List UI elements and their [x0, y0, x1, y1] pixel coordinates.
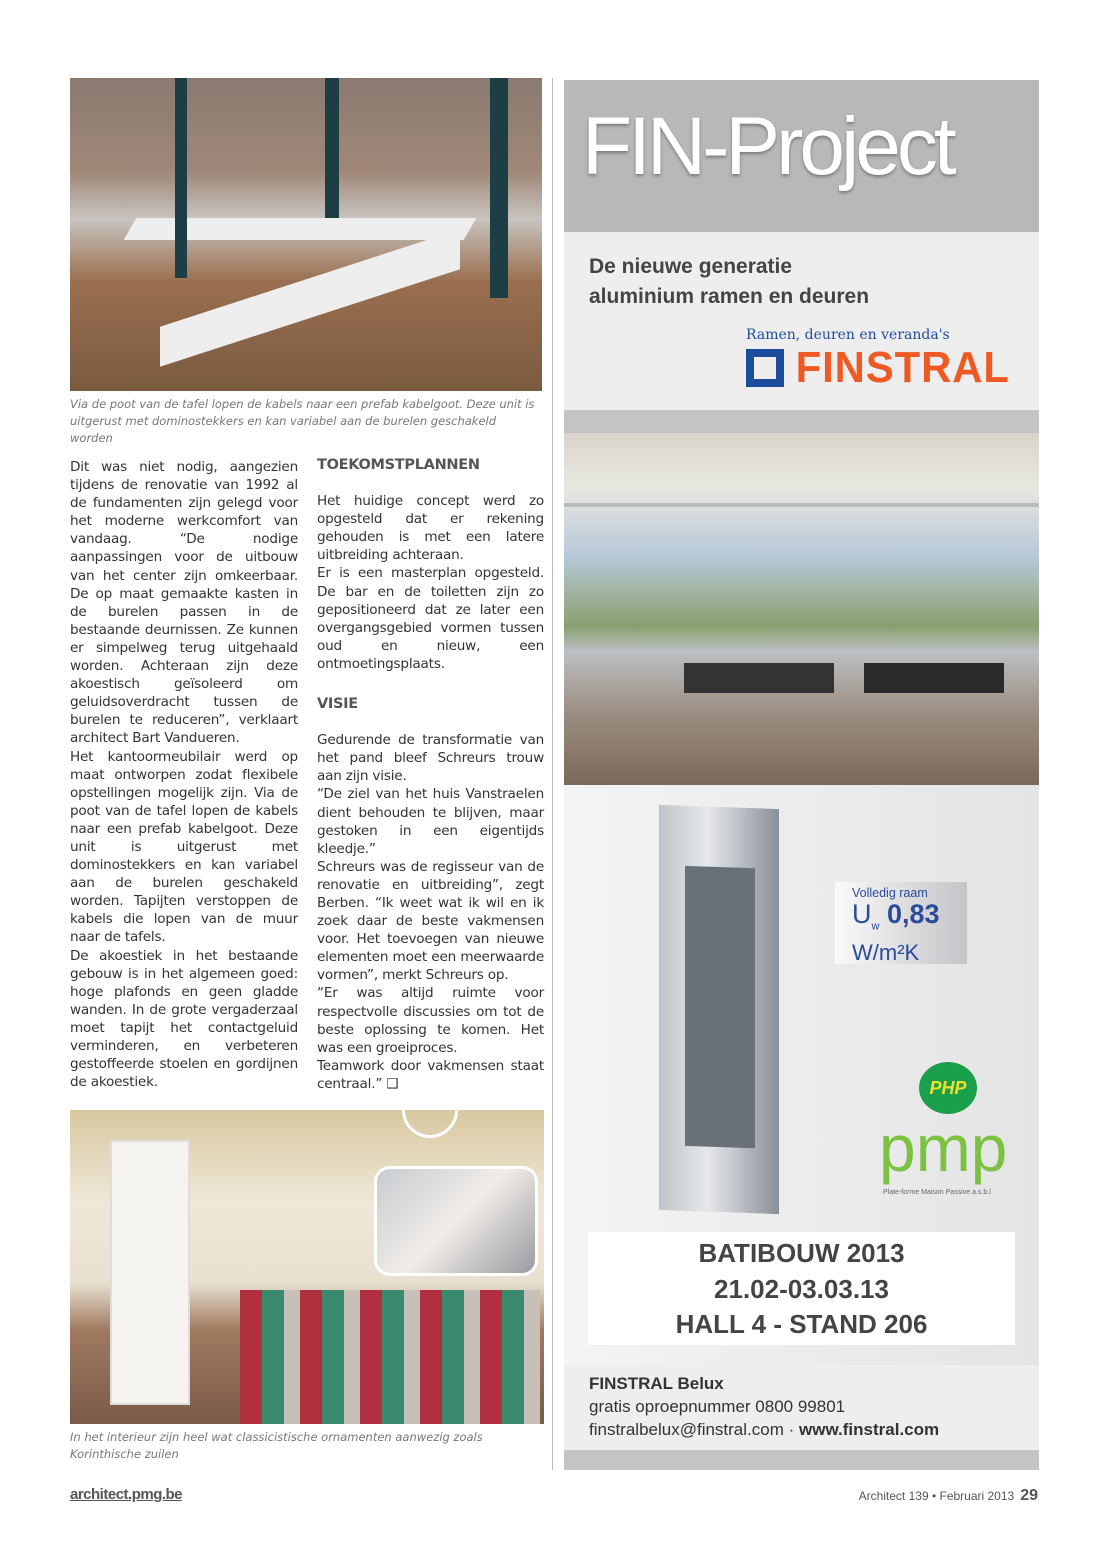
- gray-strip: [564, 1450, 1039, 1470]
- subtitle-line: aluminium ramen en deuren: [589, 285, 870, 308]
- contact-block: [589, 1372, 939, 1441]
- paragraph: Het huidige concept werd zo opgesteld dat er rekening gehouden is met een latere uitbreiding achteraan.: [317, 493, 544, 564]
- zoom-circle: [402, 1110, 458, 1138]
- section-heading: TOEKOMSTPLANNEN: [317, 457, 480, 473]
- event-stand: HALL 4 - STAND 206: [675, 1309, 928, 1339]
- article-column-1: [70, 458, 298, 1091]
- column-capital-inset: [374, 1166, 538, 1276]
- event-dates: 21.02-03.03.13: [714, 1273, 889, 1304]
- interior-photo: [70, 1110, 544, 1424]
- paragraph: “De ziel van het huis Vanstraelen dient behouden te blijven, maar gestoken in een eigentijds kleedje.”: [317, 786, 544, 857]
- pmp-tagline: Plate-forme Maison Passive a.s.b.l: [883, 1189, 991, 1196]
- website-link[interactable]: www.finstral.com: [799, 1420, 940, 1439]
- conservatory-photo: [564, 433, 1039, 785]
- window-profile-image: [659, 805, 779, 1214]
- sofa: [864, 663, 1004, 693]
- footer-issue: [859, 1487, 1038, 1505]
- gray-strip: [564, 410, 1039, 433]
- uw-symbol: U: [852, 899, 872, 929]
- footer-site-link[interactable]: architect.pmg.be: [70, 1486, 183, 1503]
- batibouw-box: [588, 1232, 1015, 1345]
- uw-label: Volledig raam: [852, 886, 928, 900]
- logo-square-icon: [746, 349, 784, 387]
- uw-value-badge: [835, 882, 967, 964]
- bottom-photo-caption: In het interieur zijn heel wat classicistische ornamenten aanwezig zoals Korinthische zuilen: [70, 1430, 483, 1461]
- pillar: [175, 78, 187, 278]
- sofa: [684, 663, 834, 693]
- page-number: 29: [1020, 1487, 1038, 1504]
- event-name: BATIBOUW 2013: [698, 1238, 905, 1268]
- uw-unit: W/m²K: [852, 940, 920, 966]
- door: [110, 1140, 190, 1405]
- phone-number: gratis oproepnummer 0800 99801: [589, 1397, 846, 1416]
- desk-shape: [160, 229, 460, 366]
- finstral-logo: [746, 327, 1016, 393]
- paragraph: Het kantoormeubilair werd op maat ontworpen zodat flexibele opstellingen mogelijk zijn. Via de poot van de tafel lopen de kabels naar een prefab kabelgoot. Deze unit is uitgerust met dominostekkers en kan variabel aan de burelen geschakeld worden. Tapijten verstoppen de kabels die lopen van de muur naar de tafels.: [70, 748, 298, 946]
- article-column-2: [317, 456, 544, 1093]
- paragraph: De akoestiek in het bestaande gebouw is in het algemeen goed: hoge plafonds en geen gladde wanden. In de grote vergaderzaal moet tapijt het contactgeluid verminderen, en verbeteren gestoffeerde stoelen en gordijnen de akoestiek.: [70, 947, 298, 1091]
- paragraph: Er is een masterplan opgesteld. De bar en de toiletten zijn zo gepositioneerd dat ze later een overgangsgebied vormen tussen oud en nieuw, een ontmoetingsplaats.: [317, 565, 544, 672]
- paragraph: Gedurende de transformatie van het pand bleef Schreurs trouw aan zijn visie.: [317, 732, 544, 785]
- subtitle-line: De nieuwe generatie: [589, 255, 793, 278]
- glass-section: [685, 866, 755, 1148]
- paragraph: Teamwork door vakmensen staat centraal.” ❑: [317, 1057, 544, 1092]
- column-divider: [552, 78, 553, 1470]
- issue-info: Architect 139 • Februari 2013: [858, 1489, 1015, 1503]
- finstral-advertisement: [564, 80, 1039, 1470]
- email-link[interactable]: finstralbelux@finstral.com: [589, 1420, 784, 1439]
- logo-tagline: Ramen, deuren en veranda's: [746, 327, 950, 343]
- php-logo: PHP: [919, 1062, 977, 1114]
- office-photo: [70, 78, 542, 391]
- uw-number: 0,83: [886, 899, 940, 929]
- pillar: [490, 78, 508, 298]
- paragraph: Dit was niet nodig, aangezien tijdens de renovatie van 1992 al de fundamenten zijn gelegd voor het moderne werkcomfort van vandaag. “De nodige aanpassingen voor de uitbouw van het center zijn omkeerbaar. De op maat gemaakte kasten in de burelen passen in de bestaande deurnissen. Ze kunnen er simpelweg terug uitgehaald worden. Achteraan zijn deze akoestisch geïsoleerd om geluidsoverdracht tussen de burelen te reduceren”, verklaart architect Bart Vandueren.: [70, 459, 298, 747]
- paragraph: “Er was altijd ruimte voor respectvolle discussies om tot de beste oplossing te komen. Het was een groeiproces.: [317, 985, 544, 1056]
- frame: [564, 503, 1039, 507]
- paragraph: Schreurs was de regisseur van de renovatie en uitbreiding”, zegt Berben. “Ik weet wat ik wil en ik zoek daar de beste vakmensen voor. Het toevoegen van nieuwe elementen moet een meerwaarde vormen”, merkt Schreurs op.: [317, 858, 544, 984]
- uw-subscript: w: [871, 920, 880, 933]
- ad-title: FIN-Project: [564, 80, 1039, 232]
- separator: ·: [783, 1420, 799, 1439]
- chairs: [240, 1290, 540, 1424]
- top-photo-caption: Via de poot van de tafel lopen de kabels naar een prefab kabelgoot. Deze unit is uitgerust met dominostekkers en kan variabel aan de burelen geschakeld worden: [70, 397, 535, 445]
- ad-subtitle: [589, 252, 869, 312]
- pillar: [325, 78, 339, 218]
- company-name: FINSTRAL Belux: [589, 1374, 724, 1393]
- section-heading: VISIE: [317, 696, 358, 713]
- logo-wordmark: FINSTRAL: [795, 343, 1010, 392]
- pmp-logo: pmp: [879, 1111, 1008, 1185]
